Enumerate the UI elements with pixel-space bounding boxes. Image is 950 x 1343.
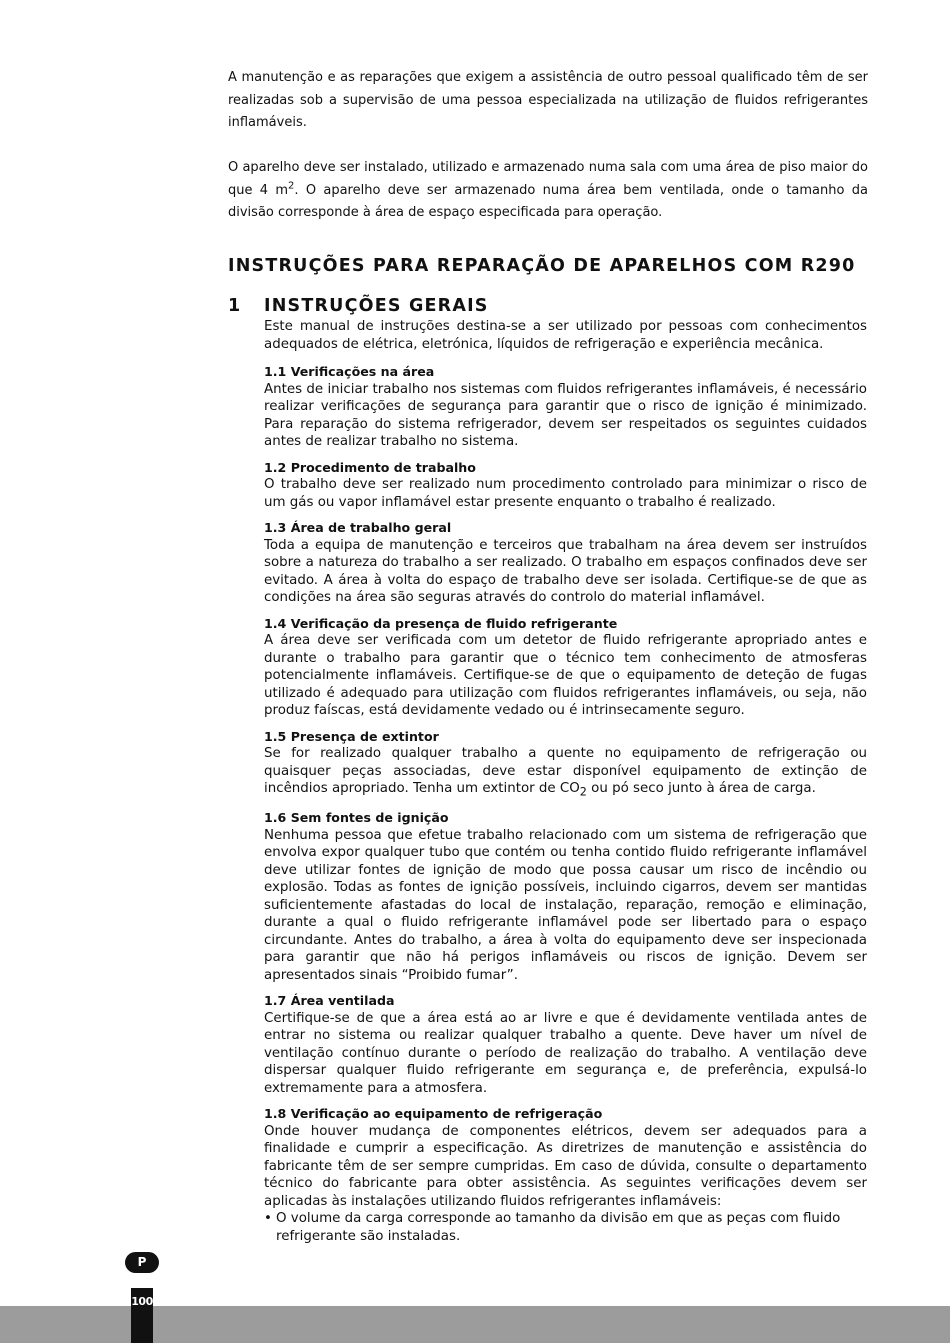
subsection-heading: 1.6 Sem fontes de ignição	[264, 810, 449, 826]
text-run: Se for realizado qualquer trabalho a quente no equipamento de refrigeração ou quaisquer peças associadas, deve estar disponível equipamento de extinção de incêndios apropriado. Tenha um extintor de CO	[264, 746, 867, 796]
subsection-heading: 1.1 Verificações na área	[264, 364, 435, 379]
subsection-text: O trabalho deve ser realizado num procedimento controlado para minimizar o risco de um gás ou vapor inflamável estar presente enquanto o trabalho é realizado.	[264, 477, 867, 510]
subsection-text: Certifique-se de que a área está ao ar livre e que é devidamente ventilada antes de entrar no sistema ou realizar qualquer trabalho a quente. Deve haver um nível de ventilação contínuo durante o período de realização do trabalho. A ventilação deve dispersar qualquer fluido refrigerante em segurança e, de preferência, expulsá-lo extremamente para a atmosfera.	[264, 1010, 867, 1096]
subsection-text: Onde houver mudança de componentes elétricos, devem ser adequados para a finalidade e cumprir a especificação. As diretrizes de manutenção e assistência do fabricante têm de ser sempre cumpridas. Em caso de dúvida, consulte o departamento técnico do fabricante para obter assistência. As seguintes verificações devem ser aplicadas às instalações utilizando fluidos refrigerantes inflamáveis:	[264, 1123, 867, 1209]
intro-paragraph: A manutenção e as reparações que exigem a assistência de outro pessoal qualificado têm de ser realizadas sob a supervisão de uma pessoa especializada na utilização de fluidos refrigerantes inflamáveis.	[228, 70, 868, 130]
subsection-heading: 1.8 Verificação ao equipamento de refrigeração	[264, 1106, 603, 1122]
section-number: 1	[228, 296, 241, 316]
subsection-heading: 1.5 Presença de extintor	[264, 728, 439, 744]
subsection	[264, 615, 867, 720]
subsection-heading: 1.7 Área ventilada	[264, 993, 395, 1009]
subsection	[264, 992, 867, 1097]
section-lead: Este manual de instruções destina-se a ser utilizado por pessoas com conhecimentos adequados de elétrica, eletrónica, líquidos de refrigeração e experiência mecânica.	[264, 319, 867, 352]
intro-text: . O aparelho deve ser armazenado numa área bem ventilada, onde o tamanho da divisão corresponde à área de espaço especificada para operação.	[228, 182, 868, 220]
subsection-text: Antes de iniciar trabalho nos sistemas com fluidos refrigerantes inflamáveis, é necessário realizar verificações de segurança para garantir que o risco de ignição é minimizado. Para reparação do sistema refrigerador, devem ser respeitados os seguintes cuidados antes de realizar trabalho no sistema.	[264, 381, 867, 449]
subsection-text: A área deve ser verificada com um detetor de fluido refrigerante apropriado antes e durante o trabalho para garantir que o técnico tem conhecimento de atmosferas potencialmente inflamáveis. Certifique-se de que o equipamento de deteção de fugas utilizado é adequado para utilização com fluidos refrigerantes inflamáveis, ou seja, não produz faíscas, está devidamente vedado ou é intrinsecamente seguro.	[264, 633, 867, 718]
subsection	[264, 519, 867, 607]
subsection	[264, 1105, 867, 1245]
page-number: 100	[131, 1295, 153, 1308]
subsection	[264, 728, 867, 802]
subsection	[264, 809, 867, 984]
section-title: INSTRUÇÕES GERAIS	[264, 296, 489, 316]
bullet-item	[264, 1210, 867, 1245]
subsection	[264, 363, 867, 451]
document-title: INSTRUÇÕES PARA REPARAÇÃO DE APARELHOS COM R290	[228, 256, 856, 276]
superscript: 2	[288, 180, 295, 192]
intro-paragraph	[228, 157, 868, 225]
section-body	[264, 318, 867, 1253]
bullet-text: O volume da carga corresponde ao tamanho da divisão em que as peças com fluido refrigerante são instaladas.	[276, 1211, 841, 1244]
subsection-heading: 1.3 Área de trabalho geral	[264, 520, 452, 535]
intro-text: O aparelho deve ser instalado, utilizado e armazenado numa sala com uma área de piso maior do que 4 m	[228, 160, 868, 198]
subsection-heading: 1.4 Verificação da presença de fluido refrigerante	[264, 615, 618, 631]
bullet-icon: •	[264, 1211, 272, 1227]
subsection-heading: 1.2 Procedimento de trabalho	[264, 459, 476, 475]
subsection-text: Toda a equipa de manutenção e terceiros que trabalham na área devem ser instruídos sobre a natureza do trabalho a ser realizado. O trabalho em espaços confinados deve ser evitado. A área à volta do espaço de trabalho deve ser isolada. Certifique-se de que as condições na área são seguras através do controlo do material inflamável.	[264, 537, 867, 605]
subsection-text: Nenhuma pessoa que efetue trabalho relacionado com um sistema de refrigeração que envolva expor qualquer tubo que contém ou tenha contido fluido refrigerante inflamável deve utilizar fontes de ignição de modo que possa causar um risco de incêndio ou explosão. Todas as fontes de ignição possíveis, incluindo cigarros, devem ser mantidas suficientemente afastadas do local de instalação, reparação, remoção e eliminação, durante a qual o fluido refrigerante inflamável pode ser libertado para o espaço circundante. Antes do trabalho, a área à volta do equipamento deve ser inspecionada para garantir que não há perigos inflamáveis ou riscos de ignição. Devem ser apresentados sinais “Proibido fumar”.	[264, 827, 867, 983]
text-run: ou pó seco junto à área de carga.	[586, 781, 816, 796]
subscript: 2	[579, 785, 587, 799]
language-badge: P	[125, 1252, 159, 1273]
subsection	[264, 459, 867, 512]
subsection-text	[264, 745, 867, 801]
